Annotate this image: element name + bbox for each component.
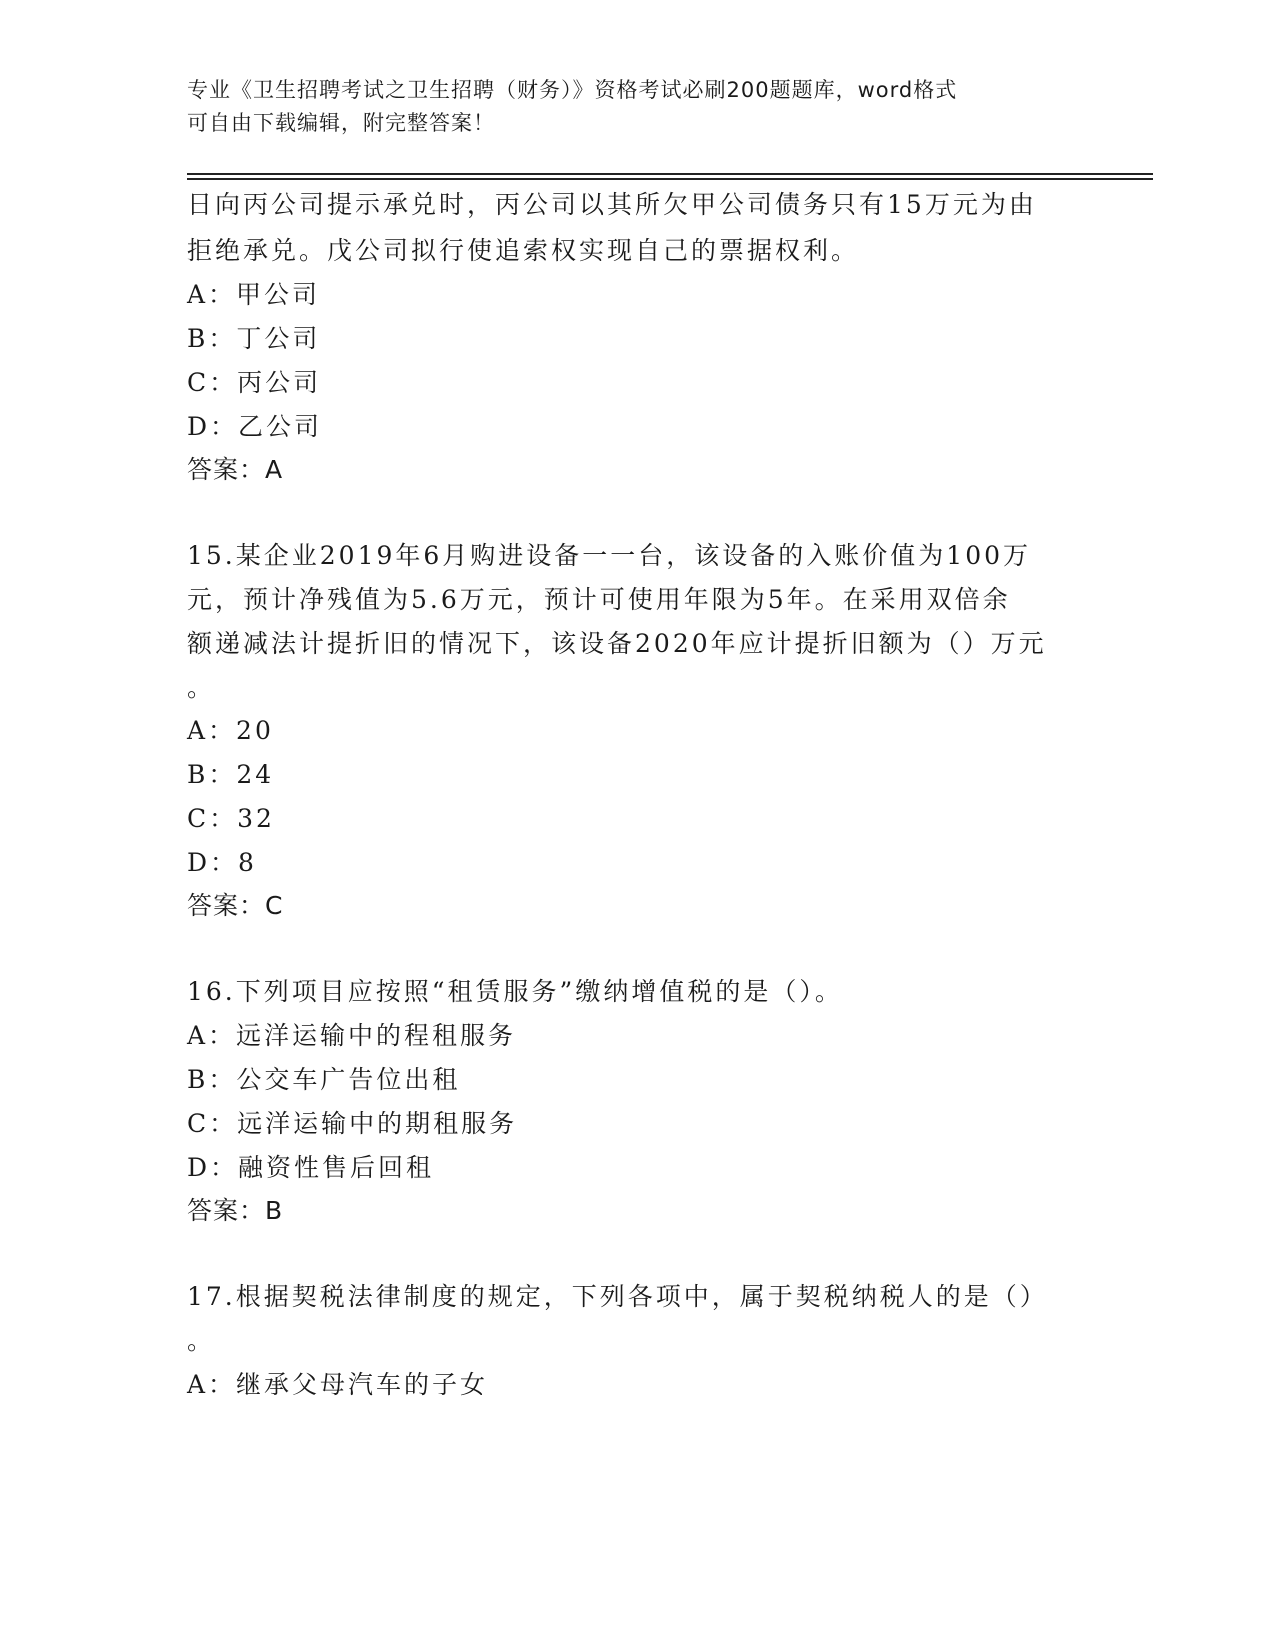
q15-answer: 答案：C xyxy=(187,891,284,920)
q16-line-1: 16.下列项目应按照“租赁服务”缴纳增值税的是（）。 xyxy=(187,977,843,1006)
q14-line-1: 日向丙公司提示承兑时，丙公司以其所欠甲公司债务只有15万元为由 xyxy=(187,190,1037,219)
q17-line-2: 。 xyxy=(187,1326,216,1355)
q15-option-c: C：32 xyxy=(187,804,275,833)
q16-option-b: B：公交车广告位出租 xyxy=(187,1065,461,1094)
q17-option-a: A：继承父母汽车的子女 xyxy=(187,1370,489,1399)
q14-option-b: B：丁公司 xyxy=(187,324,321,353)
q16-option-a: A：远洋运输中的程租服务 xyxy=(187,1021,517,1050)
q15-line-1: 15.某企业2019年6月购进设备一一台，该设备的入账价值为100万 xyxy=(187,541,1032,570)
q15-option-b: B：24 xyxy=(187,760,275,789)
q16-option-c: C：远洋运输中的期租服务 xyxy=(187,1109,518,1138)
q14-answer: 答案：A xyxy=(187,455,284,484)
header-rule-bottom xyxy=(187,178,1153,180)
header-line-2: 可自由下载编辑，附完整答案！ xyxy=(187,111,495,135)
q15-line-3: 额递减法计提折旧的情况下，该设备2020年应计提折旧额为（）万元 xyxy=(187,629,1047,658)
q15-line-2: 元，预计净残值为5.6万元，预计可使用年限为5年。在采用双倍余 xyxy=(187,585,1011,614)
header-line-1: 专业《卫生招聘考试之卫生招聘（财务）》资格考试必刷200题题库，word格式 xyxy=(187,78,958,102)
q14-option-a: A：甲公司 xyxy=(187,280,321,309)
header-rule-top xyxy=(187,173,1153,175)
q17-line-1: 17.根据契税法律制度的规定，下列各项中，属于契税纳税人的是（） xyxy=(187,1282,1048,1311)
q15-option-d: D：8 xyxy=(187,848,257,877)
q15-line-4: 。 xyxy=(187,673,216,702)
q14-option-c: C：丙公司 xyxy=(187,368,322,397)
q16-answer: 答案：B xyxy=(187,1196,284,1225)
document-header xyxy=(187,74,1067,140)
q15-option-a: A：20 xyxy=(187,716,274,745)
q14-line-2: 拒绝承兑。戊公司拟行使追索权实现自己的票据权利。 xyxy=(187,236,860,265)
q14-option-d: D：乙公司 xyxy=(187,412,323,441)
q16-option-d: D：融资性售后回租 xyxy=(187,1153,435,1182)
